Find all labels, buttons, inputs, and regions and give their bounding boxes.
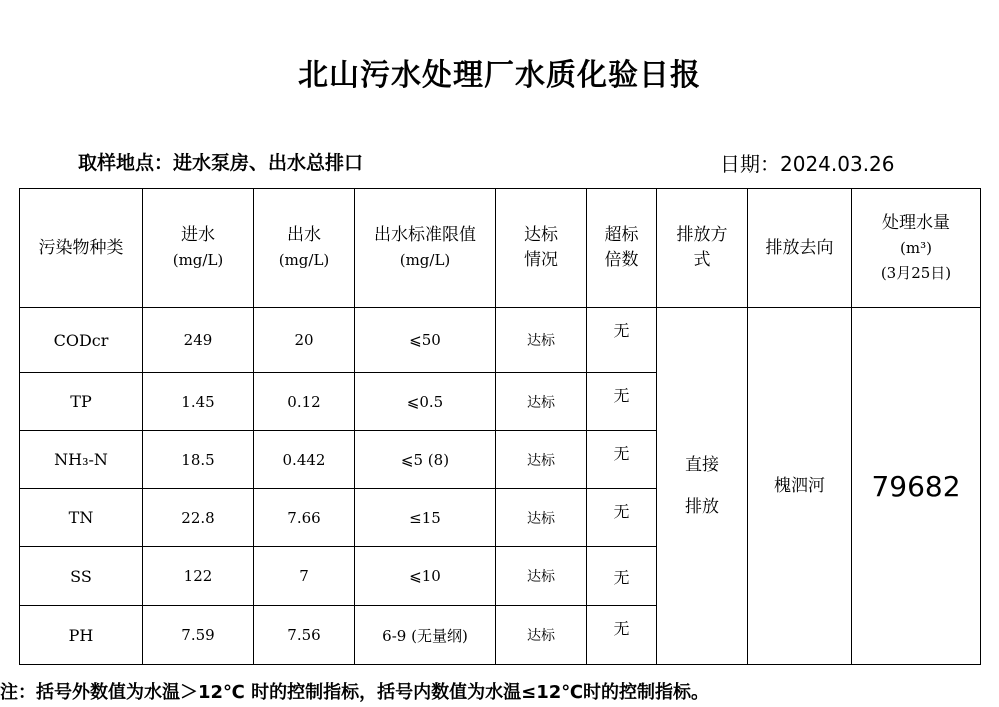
effluent-value: 7 [254, 547, 355, 606]
limit-value: ⩽5 (8) [355, 431, 496, 489]
status-value: 达标 [496, 489, 587, 547]
header-influent: 进水 (mg/L) [143, 189, 254, 308]
effluent-value: 0.12 [254, 373, 355, 431]
table-row [20, 308, 981, 373]
treated-volume: 79682 [852, 308, 981, 665]
report-date: 日期：2024.03.26 [720, 152, 895, 176]
header-volume: 处理水量 (m³) (3月25日) [852, 189, 981, 308]
exceed-value: 无 [587, 431, 657, 489]
exceed-value: 无 [587, 308, 657, 373]
status-value: 达标 [496, 431, 587, 489]
status-value: 达标 [496, 308, 587, 373]
influent-value: 249 [143, 308, 254, 373]
effluent-value: 20 [254, 308, 355, 373]
status-value: 达标 [496, 547, 587, 606]
header-discharge-dest: 排放去向 [748, 189, 852, 308]
exceed-value: 无 [587, 373, 657, 431]
discharge-destination: 槐泗河 [748, 308, 852, 665]
discharge-mode: 直接 排放 [657, 308, 748, 665]
header-limit: 出水标准限值 (mg/L) [355, 189, 496, 308]
exceed-value: 无 [587, 489, 657, 547]
table-header-row [20, 189, 981, 308]
limit-value: 6-9 (无量纲) [355, 606, 496, 665]
pollutant-name: TN [20, 489, 143, 547]
header-effluent: 出水 (mg/L) [254, 189, 355, 308]
header-pollutant: 污染物种类 [20, 189, 143, 308]
effluent-value: 7.56 [254, 606, 355, 665]
report-title: 北山污水处理厂水质化验日报 [298, 58, 701, 93]
influent-value: 122 [143, 547, 254, 606]
influent-value: 18.5 [143, 431, 254, 489]
header-status: 达标 情况 [496, 189, 587, 308]
limit-value: ≤15 [355, 489, 496, 547]
pollutant-name: PH [20, 606, 143, 665]
pollutant-name: NH₃-N [20, 431, 143, 489]
influent-value: 22.8 [143, 489, 254, 547]
influent-value: 1.45 [143, 373, 254, 431]
effluent-value: 0.442 [254, 431, 355, 489]
status-value: 达标 [496, 373, 587, 431]
effluent-value: 7.66 [254, 489, 355, 547]
exceed-value: 无 [587, 606, 657, 665]
limit-value: ⩽10 [355, 547, 496, 606]
limit-value: ⩽50 [355, 308, 496, 373]
influent-value: 7.59 [143, 606, 254, 665]
limit-value: ⩽0.5 [355, 373, 496, 431]
header-discharge-mode: 排放方 式 [657, 189, 748, 308]
exceed-value: 无 [587, 547, 657, 606]
water-quality-table [19, 188, 981, 665]
sampling-location: 取样地点：进水泵房、出水总排口 [78, 152, 364, 174]
status-value: 达标 [496, 606, 587, 665]
header-exceed: 超标 倍数 [587, 189, 657, 308]
footnote: 注：括号外数值为水温＞12℃ 时的控制指标，括号内数值为水温≤12℃时的控制指标。 [0, 682, 710, 703]
pollutant-name: TP [20, 373, 143, 431]
pollutant-name: SS [20, 547, 143, 606]
pollutant-name: CODcr [20, 308, 143, 373]
